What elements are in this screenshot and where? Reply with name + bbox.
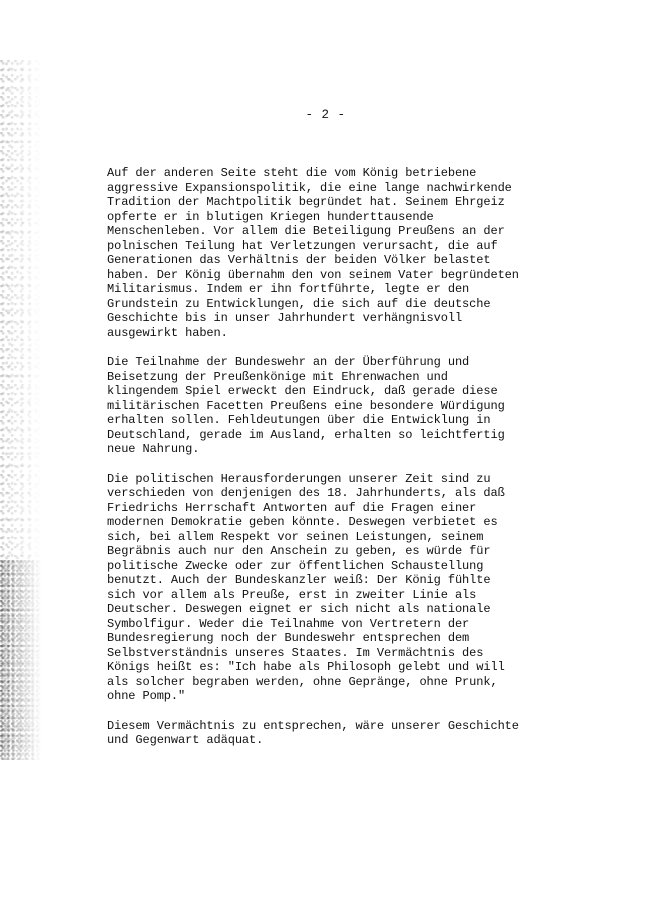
paragraph-expansion-policy: Auf der anderen Seite steht die vom König betriebene aggressive Expansionspolitik, die eine lange nachwirkende Tradition der Machtpolitik begründet hat. Seinem Ehrgeiz opferte er in blutigen Kriegen hunderttausende Menschenleben. Vor allem die Beteiligung Preußens an der polnischen Teilung hat Verletzungen verursacht, die auf Generationen das Verhältnis der beiden Völker belastet haben. Der König übernahm den von seinem Vater begründeten Militarismus. Indem er ihn fortführte, legte er den Grundstein zu Entwicklungen, die sich auf die deutsche Geschichte bis in unser Jahrhundert verhängnisvoll ausgewirkt haben.: [107, 166, 519, 340]
paragraph-political-challenges: Die politischen Herausforderungen unserer Zeit sind zu verschieden von denjenigen des 18. Jahrhunderts, als daß Friedrichs Herrschaft Antworten auf die Fragen einer modernen Demokratie geben könnte. Deswegen verbietet es sich, bei allem Respekt vor seinen Leistungen, seinem Begräbnis auch nur den Anschein zu geben, es würde für politische Zwecke oder zur öffentlichen Schaustellung benutzt. Auch der Bundeskanzler weiß: Der König fühlte sich vor allem als Preuße, erst in zweiter Linie als Deutscher. Deswegen eignet er sich nicht als nationale Symbolfigur. Weder die Teilnahme von Vertretern der Bundesregierung noch der Bundeswehr entsprechen dem Selbstverständnis unseres Staates. Im Vermächtnis des Königs heißt es: "Ich habe als Philosoph gelebt und will als solcher begraben werden, ohne Gepränge, ohne Prunk, ohne Pomp.": [107, 471, 505, 703]
scan-edge-artifact-lower: [0, 560, 42, 760]
paragraph-conclusion: Diesem Vermächtnis zu entsprechen, wäre unserer Geschichte und Gegenwart adäquat.: [107, 718, 519, 747]
page-number: - 2 -: [305, 108, 346, 122]
paragraph-bundeswehr-participation: Die Teilnahme der Bundeswehr an der Überführung und Beisetzung der Preußenkönige mit Ehrenwachen und klingendem Spiel erweckt den Eindruck, daß gerade diese militärischen Facetten Preußens eine besondere Würdigung erhalten sollen. Fehldeutungen über die Entwicklung in Deutschland, gerade im Ausland, erhalten so leichtfertig neue Nahrung.: [107, 355, 505, 456]
document-body: [107, 166, 627, 763]
